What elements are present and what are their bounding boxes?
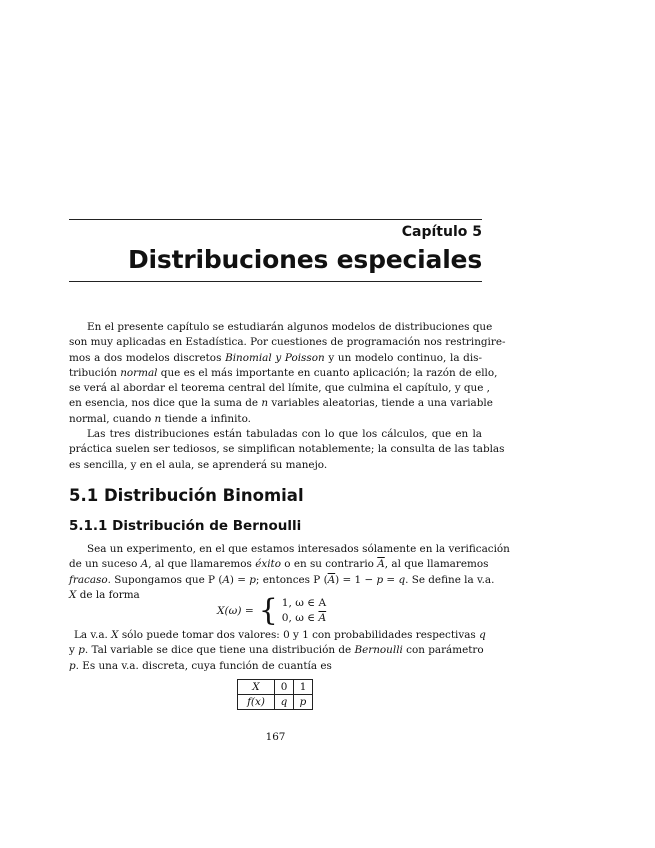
text-line: X de la forma (69, 588, 140, 601)
text-line: tribución normal que es el más importante en cuanto aplicación; la razón de ello, (69, 366, 498, 379)
chapter-bottom-rule (69, 281, 482, 282)
bernoulli-paragraph-2 (69, 628, 486, 674)
text-line: son muy aplicadas en Estadística. Por cuestiones de programación nos restringire- (69, 336, 506, 349)
chapter-label: Capítulo 5 (401, 224, 482, 240)
table-cell: q (275, 695, 294, 710)
text-line: Sea un experimento, en el que estamos interesados sólamente en la verificación (87, 543, 510, 555)
text-line: es sencilla, y en el aula, se aprenderá su manejo. (69, 458, 328, 471)
formula-case-1: 1, ω ∈ A (281, 597, 327, 609)
text-line: En el presente capítulo se estudiarán algunos modelos de distribuciones que (87, 321, 493, 333)
table-cell: 0 (275, 680, 294, 695)
text-line: p. Es una v.a. discreta, cuya función de cuantía es (69, 659, 332, 672)
chapter-top-rule (69, 219, 482, 220)
formula-cases (282, 596, 326, 626)
section-heading: 5.1 Distribución Binomial (69, 486, 304, 505)
table-row (238, 695, 313, 710)
table-cell: p (294, 695, 313, 710)
text-line: fracaso. Supongamos que P (A) = p; entonces P $(\overline{A}) = 1 - p = q$. Se define la v.a. (69, 573, 495, 586)
intro-paragraph-2 (69, 427, 505, 473)
formula-brace: { (258, 593, 278, 628)
formula-lhs: X(ω) = (217, 605, 254, 617)
text-line: práctica suelen ser tediosos, se simplifican notablemente; la consulta de las tablas (69, 443, 505, 456)
text-line: se verá al abordar el teorema central del límite, que culmina el capítulo, y que , (69, 382, 490, 395)
subsection-heading: 5.1.1 Distribución de Bernoulli (69, 518, 302, 534)
table-row (238, 680, 313, 695)
text-line: en esencia, nos dice que la suma de n variables aleatorias, tiende a una variable (69, 397, 493, 410)
page-number: 167 (265, 731, 286, 743)
table-cell: f(x) (238, 695, 275, 710)
bernoulli-formula (217, 593, 327, 628)
probability-table (237, 679, 313, 710)
text-line: de un suceso A, al que llamaremos éxito o en su contrario $\overline{A}$, al que llamaremos (69, 558, 489, 571)
text-line: Las tres distribuciones están tabuladas con lo que los cálculos, que en la (87, 428, 482, 440)
text-line: y p. Tal variable se dice que tiene una distribución de Bernoulli con parámetro (69, 644, 484, 657)
table-cell: 1 (294, 680, 313, 695)
formula-case-2: 0, ω ∈ $\overline{A}$ (281, 612, 327, 624)
text-line: mos a dos modelos discretos Binomial y Poisson y un modelo continuo, la dis- (69, 351, 483, 364)
intro-paragraph-1 (69, 320, 506, 427)
chapter-title: Distribuciones especiales (128, 245, 482, 274)
text-line: La v.a. X sólo puede tomar dos valores: 0 y 1 con probabilidades respectivas q (74, 629, 486, 641)
page (69, 0, 510, 848)
table-cell: X (238, 680, 275, 695)
text-line: normal, cuando n tiende a infinito. (69, 412, 251, 425)
